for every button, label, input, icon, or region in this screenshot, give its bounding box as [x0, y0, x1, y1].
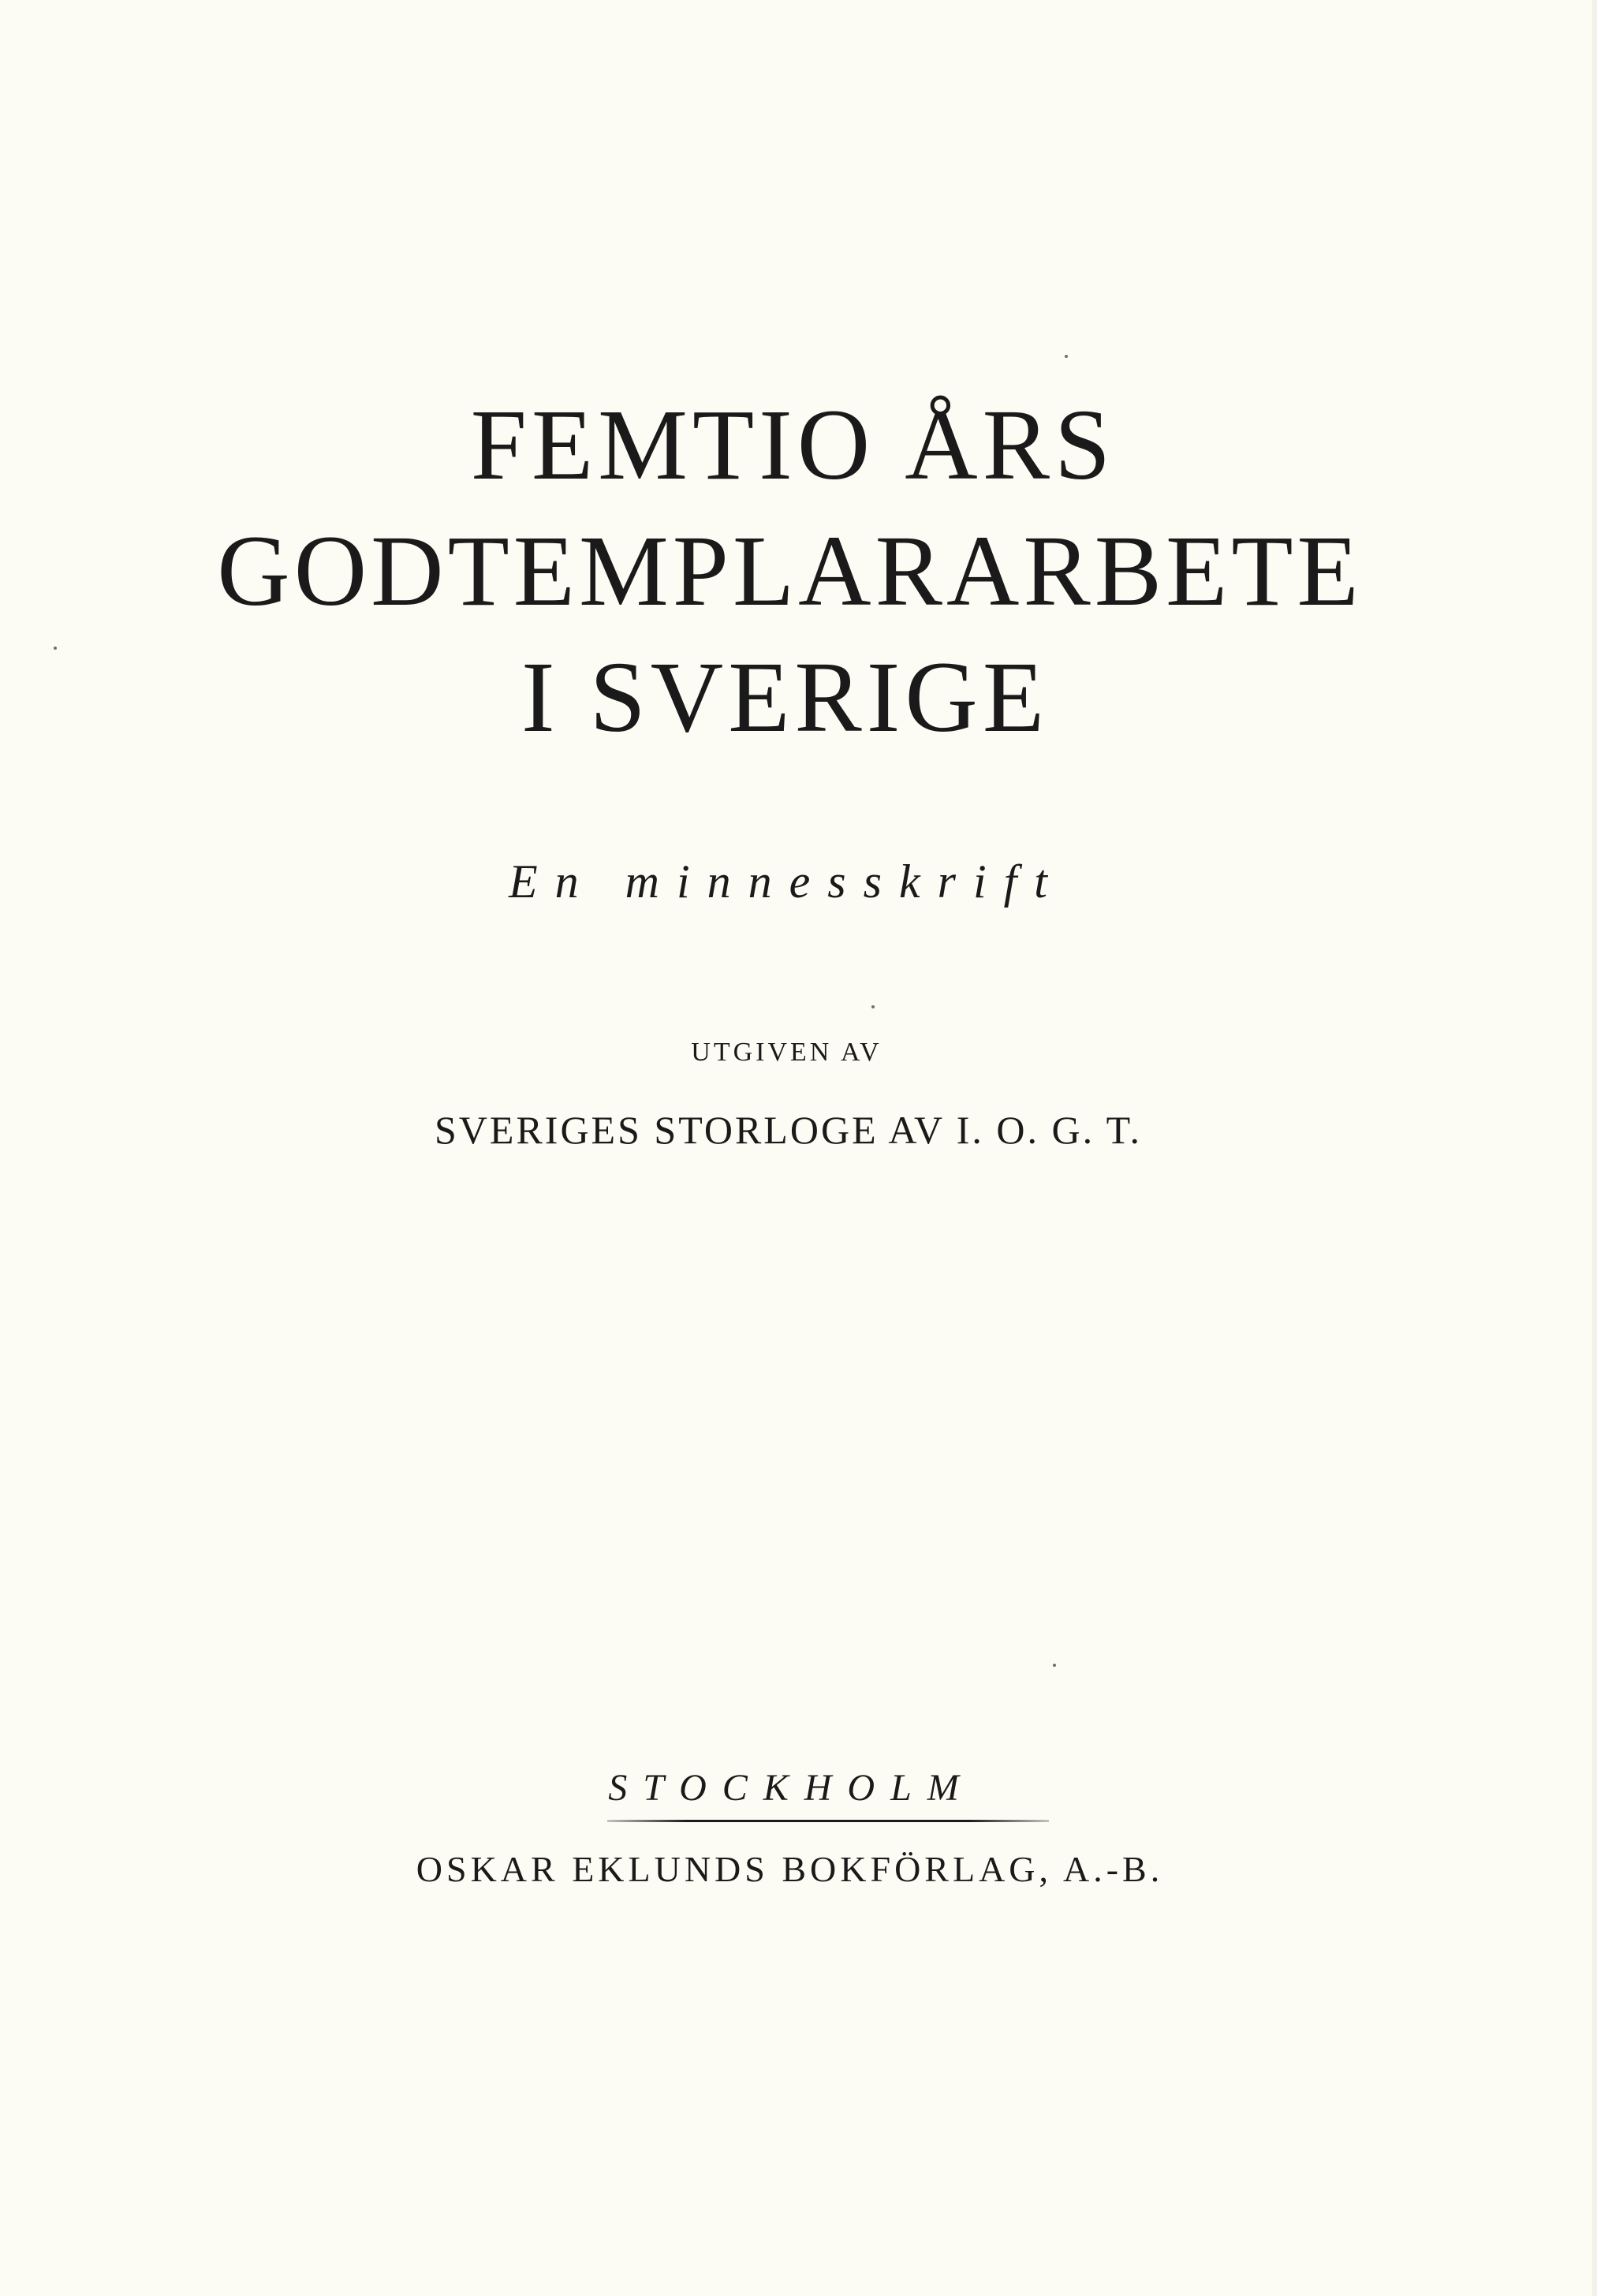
- title-line-1: FEMTIO ÅRS: [470, 389, 1116, 501]
- title-line-2: GODTEMPLARARBETE: [217, 515, 1363, 627]
- paper-speck: [871, 1005, 875, 1008]
- publication-city: STOCKHOLM: [608, 1767, 975, 1809]
- subtitle: En minnesskrift: [509, 855, 1065, 908]
- paper-speck: [1065, 355, 1068, 358]
- publisher-name: SVERIGES STORLOGE AV I. O. G. T.: [434, 1108, 1143, 1152]
- imprint-rule: [607, 1820, 1049, 1822]
- imprint: OSKAR EKLUNDS BOKFÖRLAG, A.-B.: [416, 1849, 1164, 1889]
- publisher-label: UTGIVEN AV: [691, 1038, 882, 1067]
- paper-speck: [1053, 1664, 1056, 1667]
- paper-speck: [54, 647, 57, 650]
- title-line-3: I SVERIGE: [521, 641, 1050, 753]
